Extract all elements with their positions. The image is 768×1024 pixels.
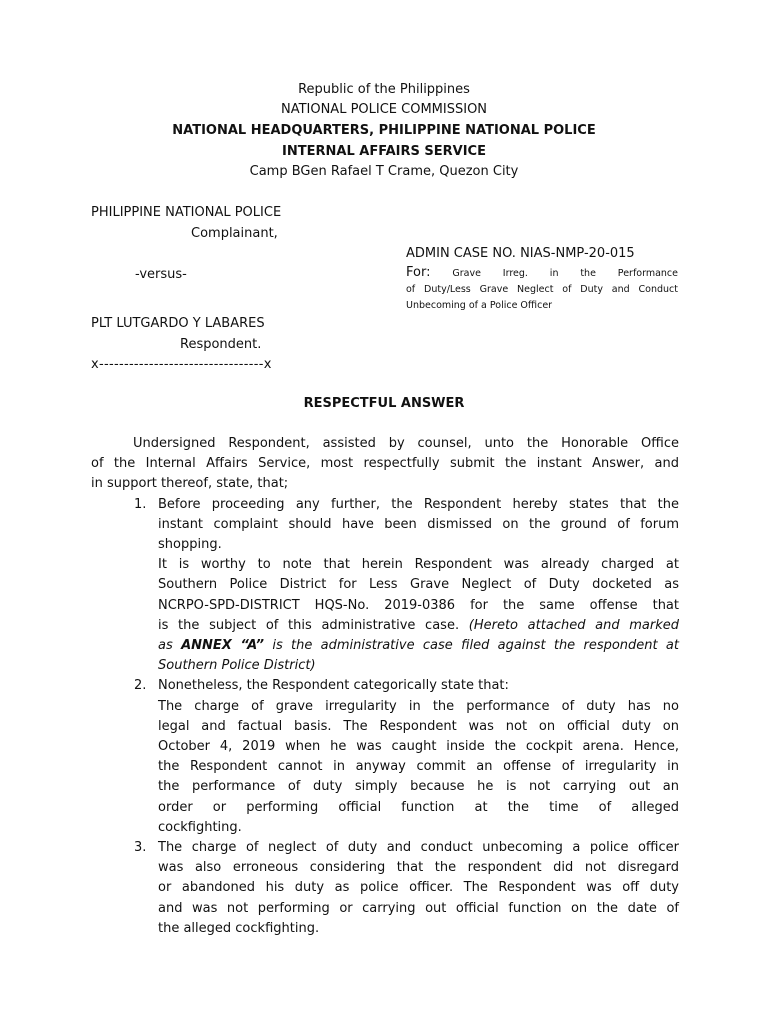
document-title: RESPECTFUL ANSWER — [303, 396, 465, 411]
caption-separator: x---------------------------------x — [91, 357, 272, 372]
item-line — [158, 636, 679, 656]
item-line: Before proceeding any further, the Respondent hereby states that the — [158, 496, 679, 512]
item-line: was also erroneous considering that the respondent did not disregard — [158, 860, 679, 876]
for-label: For: — [406, 265, 431, 280]
item-number: 3. — [134, 840, 147, 856]
item-line: the Respondent cannot in anyway commit an offense of irregularity in — [158, 759, 679, 775]
item-line: NCRPO-SPD-DISTRICT HQS-No. 2019-0386 for the same offense that — [158, 597, 679, 613]
item-number: 1. — [134, 496, 147, 512]
annex-reference: (Hereto attached and marked — [468, 617, 679, 633]
annex-as: as — [158, 638, 173, 654]
item-line: the performance of duty simply because he is not carrying out an — [158, 779, 679, 795]
annex-label: ANNEX “A” — [181, 638, 265, 654]
item-line: Southern Police District for Less Grave Neglect of Duty docketed as — [158, 577, 679, 593]
item-line: October 4, 2019 when he was caught inside the cockpit arena. Hence, — [158, 739, 679, 755]
item-line: instant complaint should have been dismissed on the ground of forum — [158, 516, 679, 532]
answer-item-1 — [91, 495, 679, 677]
intro-line: Undersigned Respondent, assisted by counsel, unto the Honorable Office — [133, 436, 679, 451]
item-text: is the subject of this administrative case. — [158, 617, 460, 633]
complainant-name: PHILIPPINE NATIONAL POLICE — [91, 205, 282, 220]
case-number: ADMIN CASE NO. NIAS-NMP-20-015 — [406, 246, 635, 261]
charge-line-3: Unbecoming of a Police Officer — [406, 300, 553, 311]
item-line: It is worthy to note that herein Respondent was already charged at — [158, 557, 679, 573]
answer-item-2 — [91, 676, 679, 838]
intro-line: of the Internal Affairs Service, most respectfully submit the instant Answer, and — [91, 456, 679, 472]
header-napolcom: NATIONAL POLICE COMMISSION — [280, 102, 488, 117]
item-line — [158, 616, 679, 636]
header-republic: Republic of the Philippines — [298, 82, 470, 97]
item-line: or abandoned his duty as police officer. The Respondent was off duty — [158, 880, 679, 896]
answer-item-3 — [91, 838, 679, 939]
item-number: 2. — [134, 678, 147, 694]
item-line: The charge of grave irregularity in the performance of duty has no — [158, 698, 679, 714]
respondent-name: PLT LUTGARDO Y LABARES — [91, 316, 265, 331]
intro-paragraph — [91, 434, 679, 495]
respondent-label: Respondent. — [180, 337, 262, 352]
case-charges — [406, 265, 678, 314]
annex-description: is the administrative case filed against the respondent at — [272, 638, 679, 654]
header-pnp-hq: NATIONAL HEADQUARTERS, PHILIPPINE NATIONAL POLICE — [172, 123, 596, 138]
item-line: shopping. — [158, 537, 222, 553]
item-line: The charge of neglect of duty and conduct unbecoming a police officer — [158, 840, 679, 856]
item-line: Nonetheless, the Respondent categorically state that: — [158, 678, 509, 694]
item-line: legal and factual basis. The Respondent was not on official duty on — [158, 718, 679, 734]
charge-line-2: of Duty/Less Grave Neglect of Duty and Conduct — [406, 284, 678, 295]
item-line: order or performing official function at the time of alleged — [158, 799, 679, 815]
versus-label: -versus- — [135, 267, 187, 282]
complainant-label: Complainant, — [191, 226, 278, 241]
charge-line-1: Grave Irreg. in the Performance — [452, 268, 679, 279]
item-line: Southern Police District) — [158, 658, 316, 674]
intro-line: in support thereof, state, that; — [91, 476, 289, 492]
answer-body — [91, 434, 679, 939]
item-line: cockfighting. — [158, 819, 242, 835]
header-address: Camp BGen Rafael T Crame, Quezon City — [249, 164, 519, 179]
item-line: and was not performing or carrying out official function on the date of — [158, 900, 679, 916]
item-line: the alleged cockfighting. — [158, 920, 320, 936]
header-ias: INTERNAL AFFAIRS SERVICE — [282, 144, 486, 159]
